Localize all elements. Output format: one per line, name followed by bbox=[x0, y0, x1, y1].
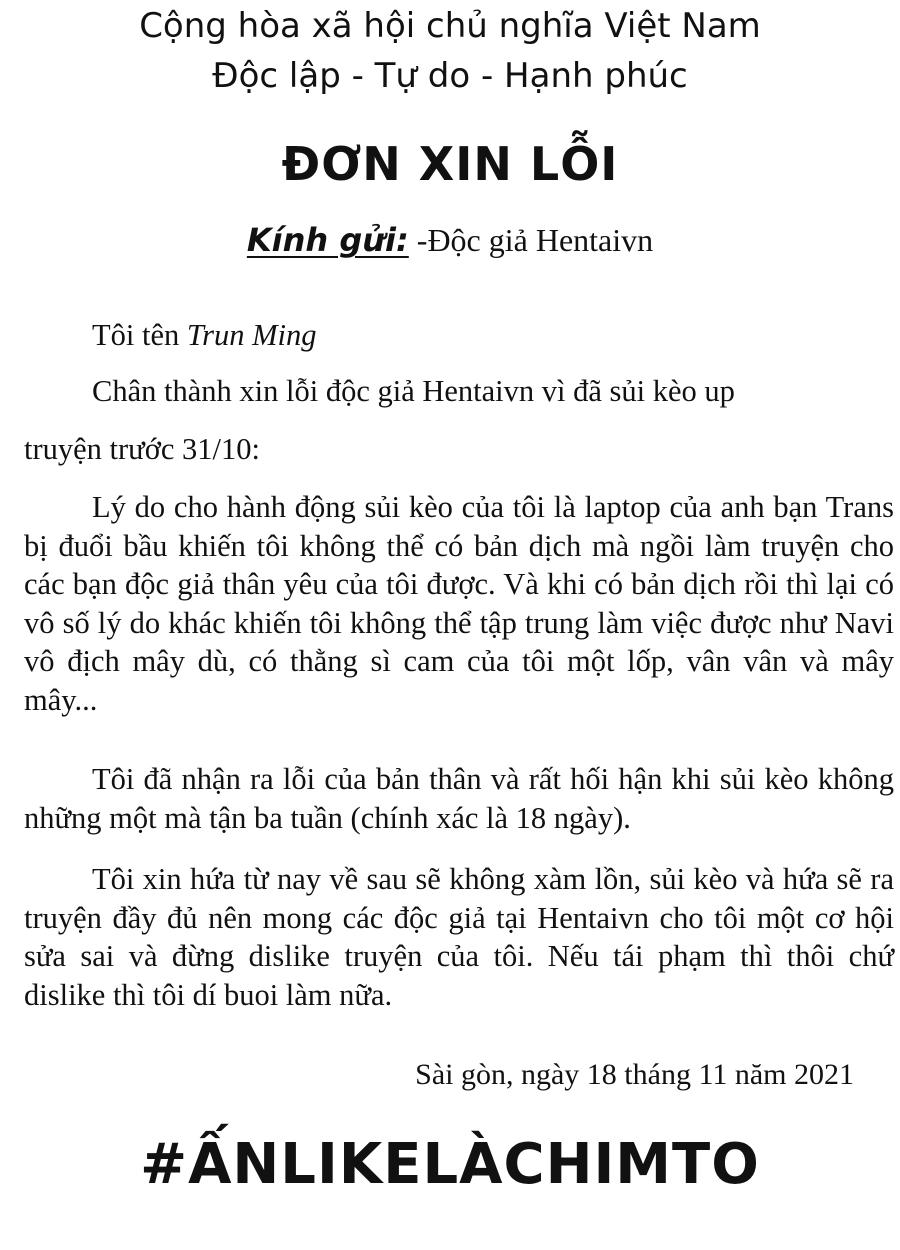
promise-paragraph: Tôi xin hứa từ nay về sau sẽ không xàm lồn, sủi kèo và hứa sẽ ra truyện đầy đủ nên mong các độc giả tại Hentaivn cho tôi một cơ hội sửa sai và đừng dislike truyện của tôi. Nếu tái phạm thì thôi chứ dislike thì tôi dí buoi làm nữa. bbox=[24, 862, 894, 1012]
intro-prefix: Tôi tên bbox=[92, 318, 187, 352]
recipient-label: Kính gửi: bbox=[246, 221, 409, 259]
apology-line-1: Chân thành xin lỗi độc giả Hentaivn vì đã sủi kèo up bbox=[92, 374, 735, 408]
national-motto: Độc lập - Tự do - Hạnh phúc bbox=[212, 56, 688, 96]
recipient-line bbox=[0, 220, 900, 260]
regret-paragraph: Tôi đã nhận ra lỗi của bản thân và rất hối hận khi sủi kèo không những một mà tận ba tuần (chính xác là 18 ngày). bbox=[24, 762, 894, 835]
recipient-value: -Độc giả Hentaivn bbox=[408, 222, 654, 258]
hashtag-signature: #ẤNLIKELÀCHIMTO bbox=[140, 1132, 760, 1197]
nation-header: Cộng hòa xã hội chủ nghĩa Việt Nam bbox=[139, 6, 761, 46]
date-line: Sài gòn, ngày 18 tháng 11 năm 2021 bbox=[415, 1058, 854, 1091]
intro-line bbox=[24, 316, 894, 354]
author-name: Trun Ming bbox=[186, 318, 317, 352]
apology-line-2: truyện trước 31/10: bbox=[24, 432, 260, 466]
letter-title: ĐƠN XIN LỖI bbox=[281, 137, 619, 191]
reason-paragraph: Lý do cho hành động sủi kèo của tôi là laptop của anh bạn Trans bị đuổi bầu khiến tôi không thể có bản dịch mà ngồi làm truyện cho các bạn độc giả thân yêu của tôi được. Và khi có bản dịch rồi thì lại có vô số lý do khác khiến tôi không thể tập trung làm việc được như Navi vô địch mây dù, có thằng sì cam của tôi một lốp, vân vân và mây mây... bbox=[24, 490, 894, 717]
